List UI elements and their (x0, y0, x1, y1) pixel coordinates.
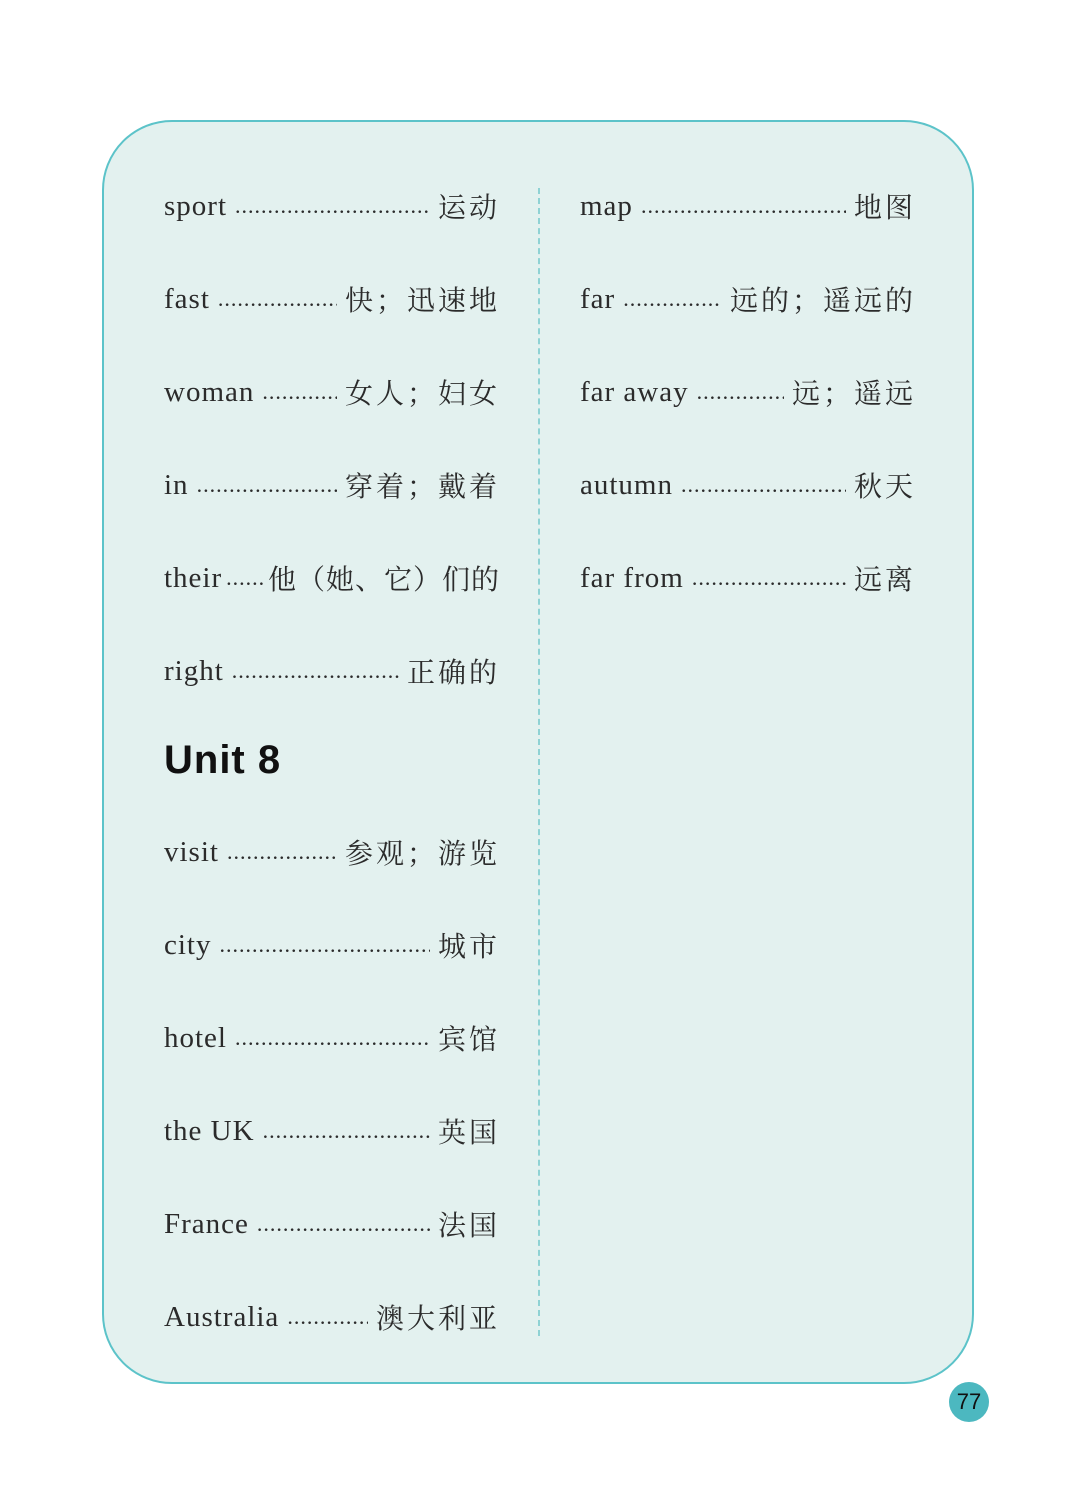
vocab-row (164, 1204, 500, 1244)
vocab-meaning: 澳大利亚 (375, 1302, 500, 1335)
vocab-meaning: 英国 (437, 1116, 500, 1149)
vocab-meaning: 正确的 (406, 656, 500, 689)
vocab-row (580, 279, 916, 319)
vocab-meaning: 城市 (437, 930, 500, 963)
vocab-row (164, 1018, 500, 1058)
vocab-meaning: 女人；妇女 (344, 377, 500, 410)
vocab-row (580, 465, 916, 505)
unit-heading: Unit 8 (164, 738, 282, 782)
dot-leader (218, 279, 337, 319)
vocab-meaning: 宾馆 (437, 1023, 500, 1056)
dot-leader (262, 372, 337, 412)
vocab-word: sport (164, 189, 227, 222)
dot-leader (197, 465, 337, 505)
vocab-row (164, 558, 500, 598)
vocab-word: fast (164, 282, 210, 315)
vocab-word: far from (580, 561, 684, 594)
vocab-meaning: 运动 (437, 191, 500, 224)
vocab-meaning: 参观；游览 (344, 837, 500, 870)
dot-leader (692, 558, 846, 598)
vocab-word: map (580, 189, 633, 222)
vocab-word: autumn (580, 468, 673, 501)
dot-leader (623, 279, 722, 319)
dot-leader (235, 186, 430, 226)
vocab-meaning: 秋天 (853, 470, 916, 503)
vocab-row (164, 279, 500, 319)
vocab-meaning: 快；迅速地 (344, 284, 500, 317)
dot-leader (227, 832, 337, 872)
dot-leader (287, 1297, 368, 1337)
vocab-word: far (580, 282, 616, 315)
dot-leader (697, 372, 784, 412)
vocab-row (164, 372, 500, 412)
vocab-word: hotel (164, 1021, 227, 1054)
dot-leader (220, 925, 430, 965)
vocab-meaning: 地图 (853, 191, 916, 224)
vocab-row (164, 925, 500, 965)
vocab-row (164, 1297, 500, 1337)
page-number-badge: 77 (949, 1382, 989, 1422)
dot-leader (641, 186, 846, 226)
dot-leader (263, 1111, 430, 1151)
vocab-meaning: 远离 (853, 563, 916, 596)
vocab-word: visit (164, 835, 219, 868)
vocab-meaning: 远；遥远 (791, 377, 916, 410)
column-divider (538, 188, 540, 1336)
vocab-meaning: 穿着；戴着 (344, 470, 500, 503)
vocab-row (580, 372, 916, 412)
vocab-word: woman (164, 375, 255, 408)
vocab-word: Australia (164, 1300, 280, 1333)
vocab-row (164, 186, 500, 226)
vocab-row (164, 651, 500, 691)
dot-leader (226, 558, 264, 598)
dot-leader (232, 651, 399, 691)
vocab-row (164, 1111, 500, 1151)
vocab-word: city (164, 928, 212, 961)
dot-leader (681, 465, 846, 505)
vocab-word: far away (580, 375, 689, 408)
vocab-row (580, 558, 916, 598)
vocab-word: the UK (164, 1114, 255, 1147)
vocab-word: France (164, 1207, 249, 1240)
vocab-word: their (164, 561, 223, 594)
vocab-row (164, 465, 500, 505)
vocab-meaning: 他（她、它）们的 (267, 563, 500, 596)
vocab-meaning: 远的；遥远的 (729, 284, 916, 317)
dot-leader (257, 1204, 430, 1244)
dot-leader (235, 1018, 430, 1058)
vocab-meaning: 法国 (437, 1209, 500, 1242)
vocab-row (164, 832, 500, 872)
vocab-word: in (164, 468, 189, 501)
vocab-word: right (164, 654, 224, 687)
vocab-row (580, 186, 916, 226)
